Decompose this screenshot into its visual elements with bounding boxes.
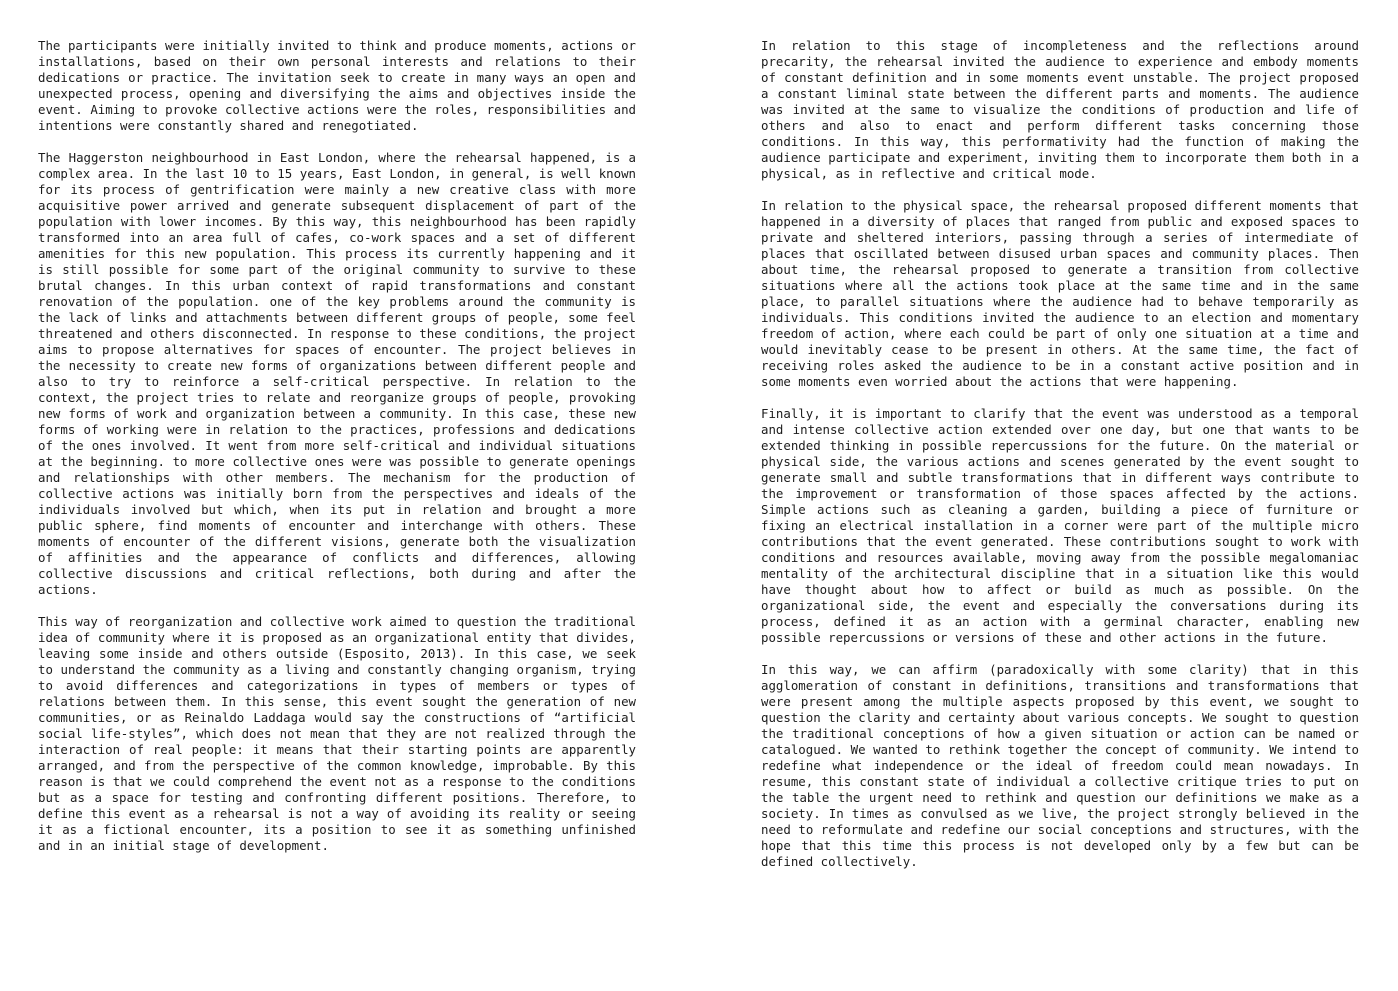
right-paragraph-4: In this way, we can affirm (paradoxically with some clarity) that in this agglomeration of constant in definitions, transitions and transformations that were present among the multiple aspects proposed by this event, we sought to question the clarity and certainty about various concepts. We sought to question the traditional conceptions of how a given situation or action can be named or catalogued. We wanted to rethink together the concept of community. We intend to redefine what independence or the ideal of freedom could mean nowadays. In resume, this constant state of individual a collective critique tries to put on the table the urgent need to rethink and question our definitions we make as a society. In times as convulsed as we live, the project strongly believed in the need to reformulate and redefine our social conceptions and structures, with the hope that this time this process is not developed only by a few but can be defined collectively. <box>761 662 1359 869</box>
right-paragraph-3: Finally, it is important to clarify that the event was understood as a temporal and intense collective action extended over one day, but one that wants to be extended thinking in possible repercussions for the future. On the material or physical side, the various actions and scenes generated by the event sought to generate small and subtle transformations that in different ways contribute to the improvement or transformation of those spaces affected by the actions. Simple actions such as cleaning a garden, building a piece of furniture or fixing an electrical installation in a corner were part of the multiple micro contributions that the event generated. These contributions sought to work with conditions and resources available, moving away from the possible megalomaniac mentality of the architectural discipline that in a situation like this would have thought about how to affect or build as much as possible. On the organizational side, the event and especially the conversations during its process, defined it as an action with a germinal character, enabling new possible repercussions or versions of these and other actions in the future. <box>761 406 1359 645</box>
right-text-column <box>761 38 1359 886</box>
left-paragraph-1: The participants were initially invited to think and produce moments, actions or installations, based on their own personal interests and relations to their dedications or practice. The invitation seek to create in many ways an open and unexpected process, opening and diversifying the aims and objectives inside the event. Aiming to provoke collective actions were the roles, responsibilities and intentions were constantly shared and renegotiated. <box>38 38 636 133</box>
right-paragraph-2: In relation to the physical space, the rehearsal proposed different moments that happened in a diversity of places that ranged from public and exposed spaces to private and sheltered interiors, passing through a series of intermediate of places that oscillated between disused urban spaces and community places. Then about time, the rehearsal proposed to generate a transition from collective situations where all the actions took place at the same time and in the same place, to parallel situations where the audience had to behave temporarily as individuals. This conditions invited the audience to an election and momentary freedom of action, where each could be part of only one situation at a time and would inevitably cease to be present in others. At the same time, the fact of receiving roles asked the audience to be in a constant active position and in some moments even worried about the actions that were happening. <box>761 198 1359 389</box>
left-paragraph-2: The Haggerston neighbourhood in East London, where the rehearsal happened, is a complex area. In the last 10 to 15 years, East London, in general, is well known for its process of gentrification were mainly a new creative class with more acquisitive power arrived and generate subsequent displacement of part of the population with lower incomes. By this way, this neighbourhood has been rapidly transformed into an area full of cafes, co-work spaces and a set of different amenities for this new population. This process its currently happening and it is still possible for some part of the original community to survive to these brutal changes. In this urban context of rapid transformations and constant renovation of the population. one of the key problems around the community is the lack of links and attachments between different groups of people, some feel threatened and others disconnected. In response to these conditions, the project aims to propose alternatives for spaces of encounter. The project believes in the necessity to create new forms of organizations between different people and also to try to reinforce a self-critical perspective. In relation to the context, the project tries to relate and reorganize groups of people, provoking new forms of work and organization between a community. In this case, these new forms of working were in relation to the practices, professions and dedications of the ones involved. It went from more self-critical and individual situations at the beginning. to more collective ones were was possible to generate openings and relationships with other members. The mechanism for the production of collective actions was initially born from the perspectives and ideals of the individuals involved but which, when its put in relation and brought a more public sphere, find moments of encounter and interchange with others. These moments of encounter of the different visions, generate both the visualization of affinities and the appearance of conflicts and differences, allowing collective discussions and critical reflections, both during and after the actions. <box>38 150 636 597</box>
right-paragraph-1: In relation to this stage of incompleteness and the reflections around precarity, the rehearsal invited the audience to experience and embody moments of constant definition and in some moments event unstable. The project proposed a constant liminal state between the different parts and moments. The audience was invited at the same to visualize the conditions of production and life of others and also to enact and perform different tasks concerning those conditions. In this way, this performativity had the function of making the audience participate and experiment, inviting them to incorporate them both in a physical, as in reflective and critical mode. <box>761 38 1359 181</box>
left-paragraph-3: This way of reorganization and collective work aimed to question the traditional idea of community where it is proposed as an organizational entity that divides, leaving some inside and others outside (Esposito, 2013). In this case, we seek to understand the community as a living and constantly changing organism, trying to avoid differences and categorizations in types of members or types of relations between them. In this sense, this event sought the generation of new communities, or as Reinaldo Laddaga would say the constructions of “artificial social life-styles”, which does not mean that they are not realized through the interaction of real people: it means that their starting points are apparently arranged, and from the perspective of the common knowledge, improbable. By this reason is that we could comprehend the event not as a response to the conditions but as a space for testing and confronting different positions. Therefore, to define this event as a rehearsal is not a way of avoiding its reality or seeing it as a fictional encounter, its a position to see it as something unfinished and in an initial stage of development. <box>38 614 636 853</box>
left-text-column <box>38 38 636 870</box>
